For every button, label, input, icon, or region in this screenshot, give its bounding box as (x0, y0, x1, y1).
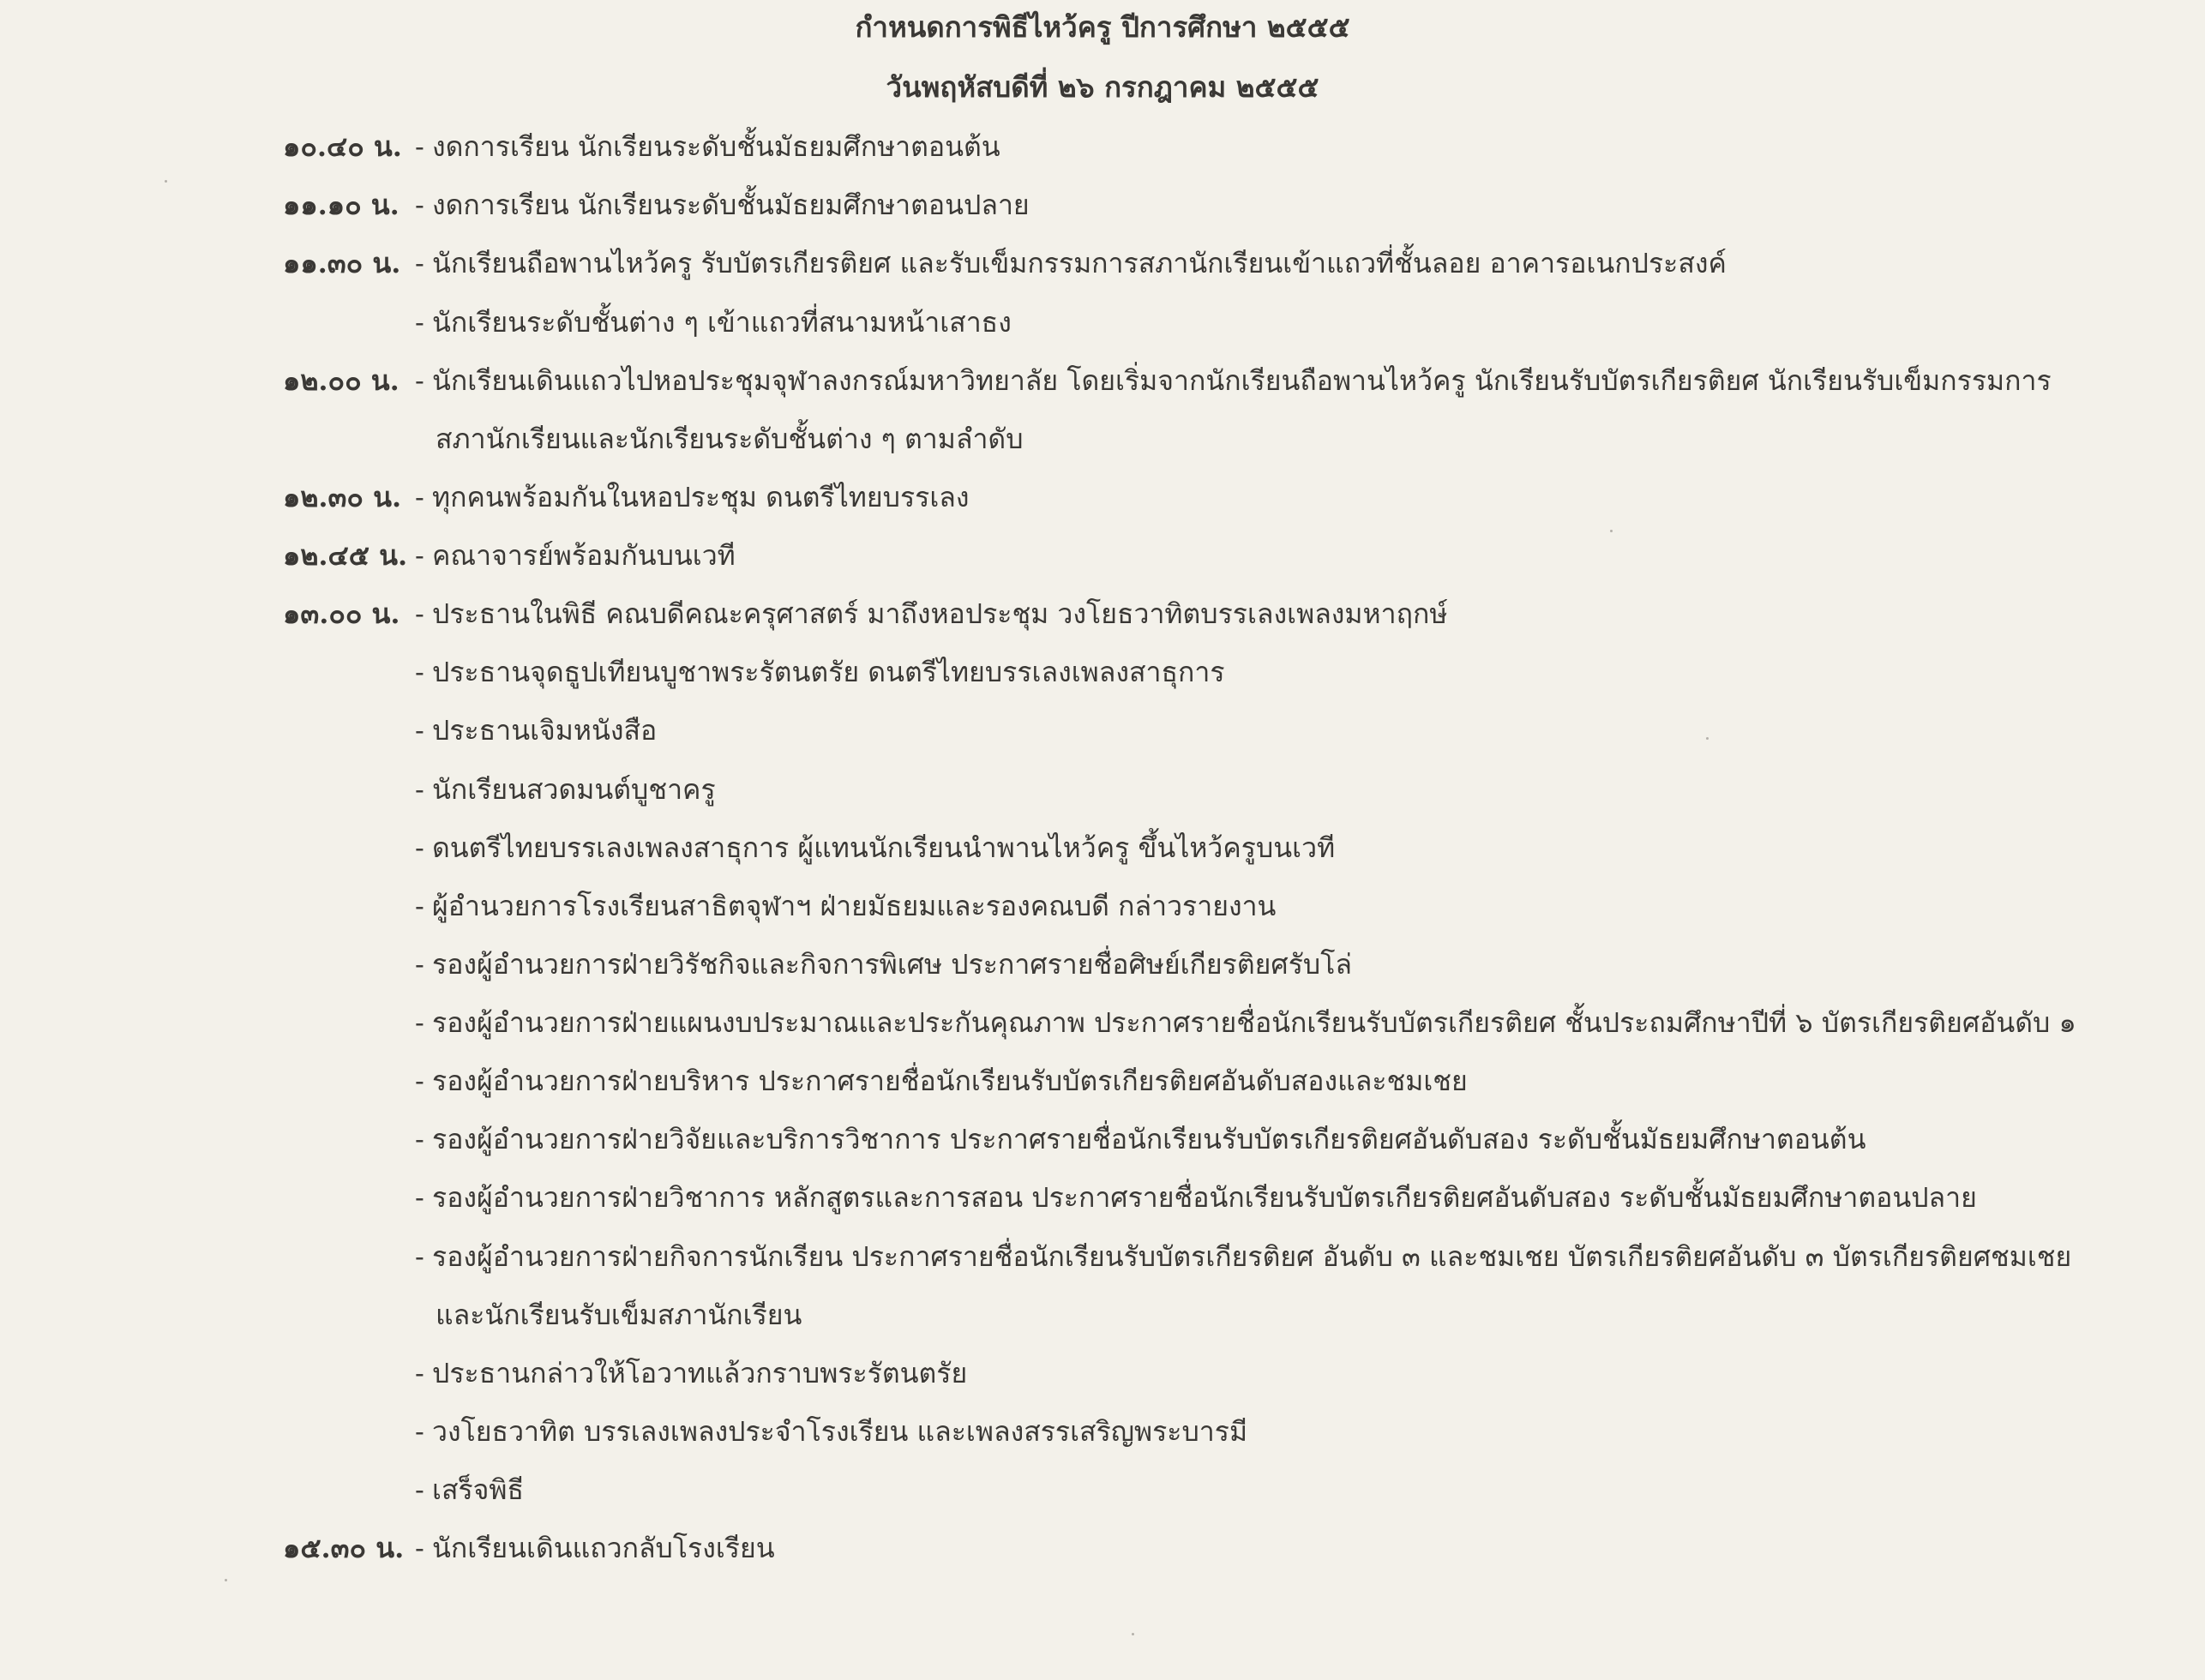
schedule-bullet: - (415, 1532, 424, 1564)
schedule-row (0, 710, 2205, 751)
schedule-text: นักเรียนถือพานไหว้ครู รับบัตรเกียรติยศ และรับเข็มกรรมการสภานักเรียนเข้าแถวที่ชั้นลอย อาคารอเนกประสงค์ (432, 247, 1727, 279)
schedule-row (0, 1411, 2205, 1452)
schedule-bullet: - (415, 714, 424, 747)
schedule-bullet: - (415, 948, 424, 981)
schedule-row-continuation (0, 418, 2205, 459)
schedule-row (0, 593, 2205, 634)
schedule-bullet: - (415, 1473, 424, 1506)
schedule-text: ประธานกล่าวให้โอวาทแล้วกราบพระรัตนตรัย (432, 1357, 968, 1389)
schedule-row-continuation (0, 1294, 2205, 1335)
schedule-text: รองผู้อำนวยการฝ่ายวิชาการ หลักสูตรและการสอน ประกาศรายชื่อนักเรียนรับบัตรเกียรติยศอันดับสอง ระดับชั้นมัธยมศึกษาตอนปลาย (432, 1181, 1977, 1214)
schedule-row (0, 827, 2205, 868)
schedule-text: ผู้อำนวยการโรงเรียนสาธิตจุฬาฯ ฝ่ายมัธยมและรองคณบดี กล่าวรายงาน (432, 890, 1277, 922)
schedule-row (0, 1002, 2205, 1043)
schedule-time: ๑๒.๓๐ น. (283, 481, 402, 513)
schedule-row (0, 944, 2205, 985)
schedule-time: ๑๑.๑๐ น. (283, 189, 400, 221)
schedule-row (0, 1527, 2205, 1569)
schedule-time: ๑๐.๔๐ น. (283, 130, 402, 163)
schedule-text: เสร็จพิธี (432, 1473, 525, 1506)
schedule-row (0, 302, 2205, 343)
schedule-time: ๑๒.๐๐ น. (283, 364, 400, 397)
schedule-row (0, 1469, 2205, 1510)
schedule-row (0, 1177, 2205, 1218)
schedule-text: นักเรียนสวดมนต์บูชาครู (432, 773, 716, 806)
schedule-bullet: - (415, 773, 424, 806)
schedule-time: ๑๒.๔๕ น. (283, 539, 408, 572)
schedule-text: คณาจารย์พร้อมกันบนเวที (432, 539, 736, 572)
schedule-text: รองผู้อำนวยการฝ่ายวิรัชกิจและกิจการพิเศษ ประกาศรายชื่อศิษย์เกียรติยศรับโล่ (432, 948, 1352, 981)
scan-speck (225, 1579, 227, 1581)
schedule-row (0, 1060, 2205, 1101)
schedule-bullet: - (415, 1415, 424, 1448)
schedule-bullet: - (415, 1065, 424, 1097)
schedule-bullet: - (415, 831, 424, 864)
document-title: กำหนดการพิธีไหว้ครู ปีการศึกษา ๒๕๕๕ (855, 10, 1350, 44)
schedule-bullet: - (415, 1006, 424, 1039)
schedule-bullet: - (415, 1240, 424, 1273)
schedule-row (0, 1236, 2205, 1277)
schedule-row (0, 184, 2205, 225)
schedule-bullet: - (415, 481, 424, 513)
schedule-text: งดการเรียน นักเรียนระดับชั้นมัธยมศึกษาตอนปลาย (432, 189, 1030, 221)
schedule-time: ๑๑.๓๐ น. (283, 247, 401, 279)
schedule-text: นักเรียนเดินแถวกลับโรงเรียน (432, 1532, 775, 1564)
schedule-text: นักเรียนระดับชั้นต่าง ๆ เข้าแถวที่สนามหน้าเสาธง (432, 306, 1012, 339)
schedule-row (0, 126, 2205, 167)
schedule-text: วงโยธวาทิต บรรเลงเพลงประจำโรงเรียน และเพลงสรรเสริญพระบารมี (432, 1415, 1248, 1448)
document-date: วันพฤหัสบดีที่ ๒๖ กรกฎาคม ๒๕๕๕ (886, 70, 1319, 104)
schedule-text: สภานักเรียนและนักเรียนระดับชั้นต่าง ๆ ตามลำดับ (436, 423, 1024, 455)
scan-speck (1610, 530, 1613, 532)
schedule-bullet: - (415, 189, 424, 221)
schedule-text: ทุกคนพร้อมกันในหอประชุม ดนตรีไทยบรรเลง (432, 481, 970, 513)
schedule-text: และนักเรียนรับเข็มสภานักเรียน (436, 1299, 802, 1331)
schedule-text: ประธานเจิมหนังสือ (432, 714, 658, 747)
schedule-row (0, 885, 2205, 927)
schedule-bullet: - (415, 364, 424, 397)
scan-speck (1132, 1633, 1134, 1635)
schedule-text: รองผู้อำนวยการฝ่ายวิจัยและบริการวิชาการ ประกาศรายชื่อนักเรียนรับบัตรเกียรติยศอันดับสอง ระดับชั้นมัธยมศึกษาตอนต้น (432, 1123, 1866, 1155)
schedule-text: งดการเรียน นักเรียนระดับชั้นมัธยมศึกษาตอนต้น (432, 130, 1000, 163)
schedule-text: นักเรียนเดินแถวไปหอประชุมจุฬาลงกรณ์มหาวิทยาลัย โดยเริ่มจากนักเรียนถือพานไหว้ครู นักเรียนรับบัตรเกียรติยศ นักเรียนรับเข็มกรรมการ (432, 364, 2052, 397)
schedule-bullet: - (415, 306, 424, 339)
schedule-text: ประธานในพิธี คณบดีคณะครุศาสตร์ มาถึงหอประชุม วงโยธวาทิตบรรเลงเพลงมหาฤกษ์ (432, 597, 1448, 630)
schedule-row (0, 769, 2205, 810)
schedule-row (0, 243, 2205, 284)
schedule-bullet: - (415, 247, 424, 279)
schedule-bullet: - (415, 890, 424, 922)
schedule-row (0, 1119, 2205, 1160)
schedule-row (0, 535, 2205, 576)
schedule-text: ดนตรีไทยบรรเลงเพลงสาธุการ ผู้แทนนักเรียนนำพานไหว้ครู ขึ้นไหว้ครูบนเวที (432, 831, 1336, 864)
schedule-bullet: - (415, 539, 424, 572)
schedule-row (0, 477, 2205, 518)
schedule-text: รองผู้อำนวยการฝ่ายบริหาร ประกาศรายชื่อนักเรียนรับบัตรเกียรติยศอันดับสองและชมเชย (432, 1065, 1468, 1097)
schedule-row (0, 651, 2205, 693)
schedule-time: ๑๓.๐๐ น. (283, 597, 400, 630)
schedule-bullet: - (415, 130, 424, 163)
schedule-text: รองผู้อำนวยการฝ่ายกิจการนักเรียน ประกาศรายชื่อนักเรียนรับบัตรเกียรติยศ อันดับ ๓ และชมเชย บัตรเกียรติยศอันดับ ๓ บัตรเกียรติยศชมเชย (432, 1240, 2072, 1273)
schedule-bullet: - (415, 1123, 424, 1155)
scan-speck (1706, 737, 1709, 740)
schedule-row (0, 1353, 2205, 1394)
schedule-bullet: - (415, 656, 424, 688)
schedule-row (0, 360, 2205, 401)
schedule-text: รองผู้อำนวยการฝ่ายแผนงบประมาณและประกันคุณภาพ ประกาศรายชื่อนักเรียนรับบัตรเกียรติยศ ชั้นประถมศึกษาปีที่ ๖ บัตรเกียรติยศอันดับ ๑ (432, 1006, 2076, 1039)
schedule-bullet: - (415, 1181, 424, 1214)
schedule-bullet: - (415, 1357, 424, 1389)
schedule-text: ประธานจุดธูปเทียนบูชาพระรัตนตรัย ดนตรีไทยบรรเลงเพลงสาธุการ (432, 656, 1225, 688)
schedule-time: ๑๕.๓๐ น. (283, 1532, 405, 1564)
schedule-bullet: - (415, 597, 424, 630)
scan-speck (165, 180, 167, 183)
